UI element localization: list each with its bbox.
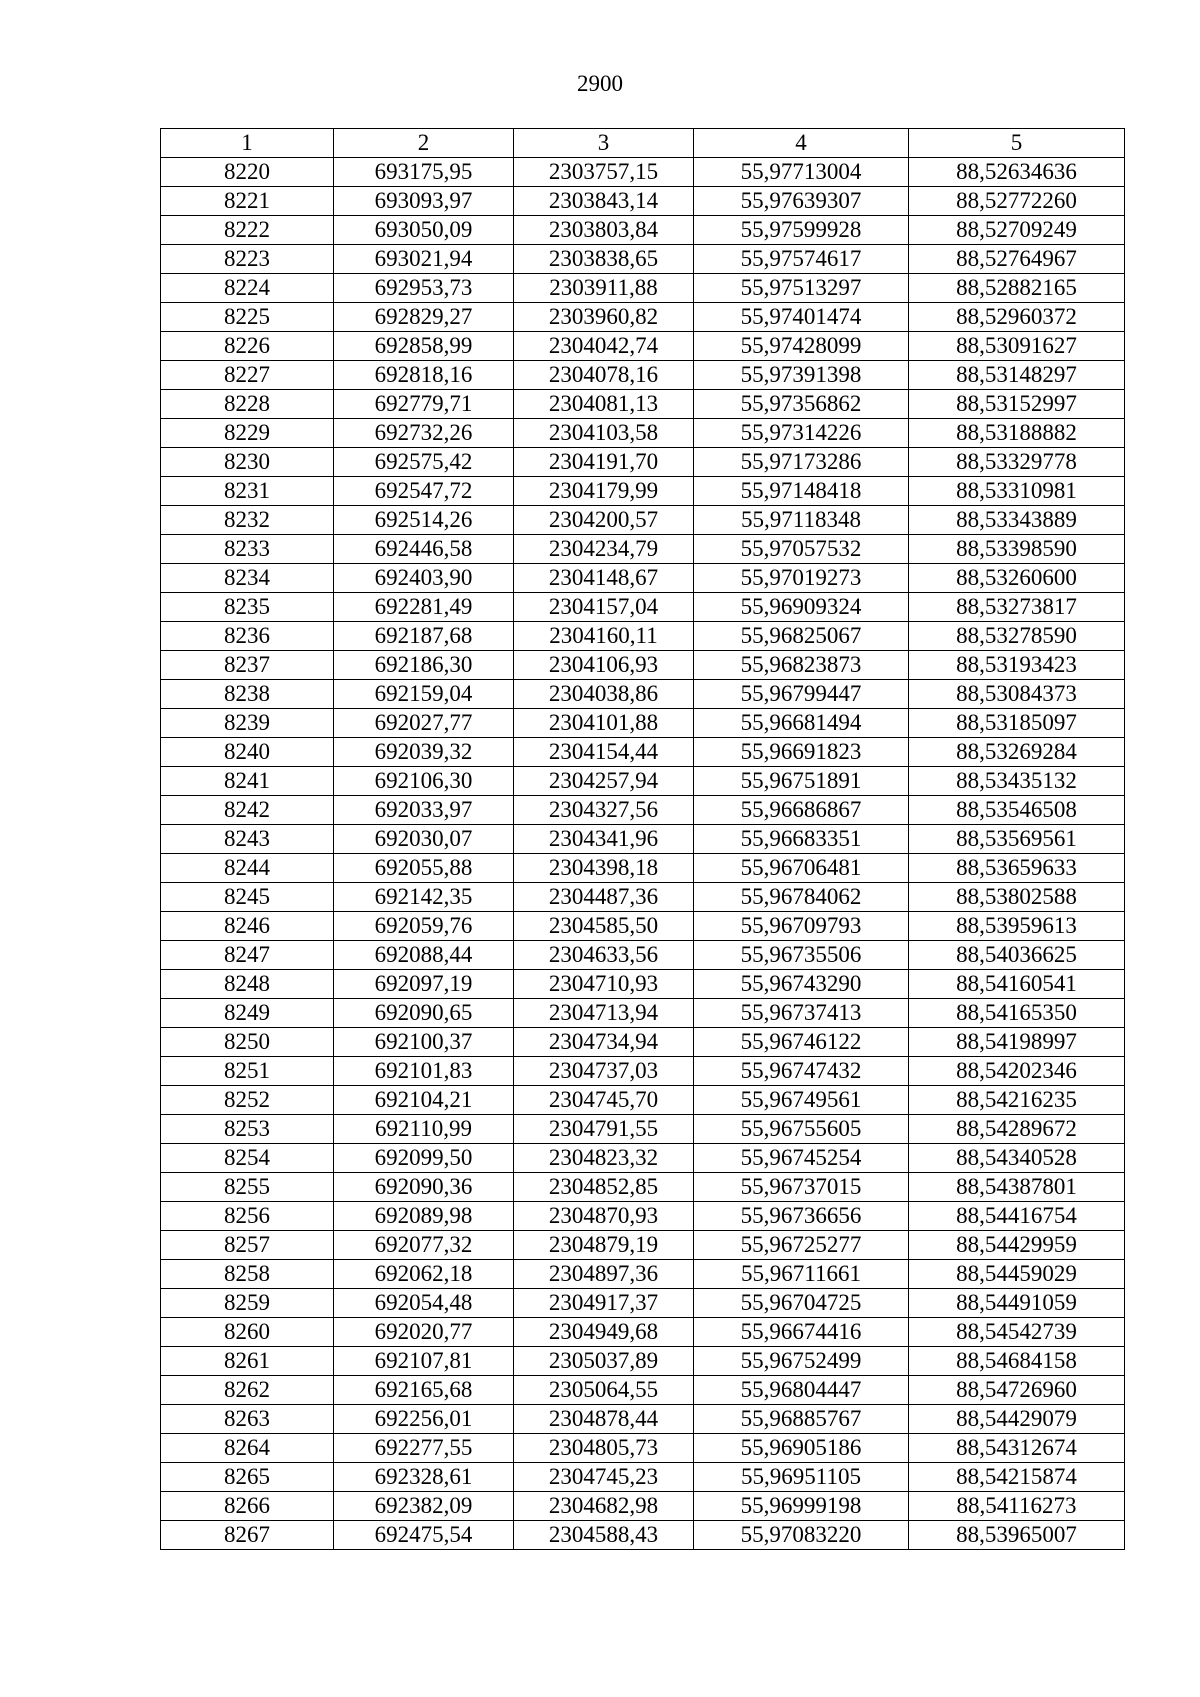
x-coordinate-cell: 692165,68 xyxy=(334,1376,514,1405)
table-row xyxy=(161,1231,1125,1260)
point-number-cell: 8236 xyxy=(161,622,334,651)
x-coordinate-cell: 692858,99 xyxy=(334,332,514,361)
table-row xyxy=(161,245,1125,274)
table-row xyxy=(161,1405,1125,1434)
x-coordinate-cell: 692033,97 xyxy=(334,796,514,825)
x-coordinate-cell: 692088,44 xyxy=(334,941,514,970)
latitude-cell: 55,96755605 xyxy=(694,1115,909,1144)
longitude-cell: 88,54387801 xyxy=(909,1173,1125,1202)
longitude-cell: 88,53273817 xyxy=(909,593,1125,622)
table-row xyxy=(161,303,1125,332)
latitude-cell: 55,97713004 xyxy=(694,158,909,187)
x-coordinate-cell: 692104,21 xyxy=(334,1086,514,1115)
latitude-cell: 55,97401474 xyxy=(694,303,909,332)
point-number-cell: 8258 xyxy=(161,1260,334,1289)
y-coordinate-cell: 2304682,98 xyxy=(514,1492,694,1521)
latitude-cell: 55,97428099 xyxy=(694,332,909,361)
y-coordinate-cell: 2304341,96 xyxy=(514,825,694,854)
table-row xyxy=(161,941,1125,970)
latitude-cell: 55,96737413 xyxy=(694,999,909,1028)
table-row xyxy=(161,1463,1125,1492)
x-coordinate-cell: 692062,18 xyxy=(334,1260,514,1289)
y-coordinate-cell: 2303838,65 xyxy=(514,245,694,274)
y-coordinate-cell: 2304791,55 xyxy=(514,1115,694,1144)
x-coordinate-cell: 692475,54 xyxy=(334,1521,514,1550)
y-coordinate-cell: 2304398,18 xyxy=(514,854,694,883)
latitude-cell: 55,96686867 xyxy=(694,796,909,825)
longitude-cell: 88,53569561 xyxy=(909,825,1125,854)
longitude-cell: 88,54491059 xyxy=(909,1289,1125,1318)
latitude-cell: 55,97148418 xyxy=(694,477,909,506)
y-coordinate-cell: 2304805,73 xyxy=(514,1434,694,1463)
x-coordinate-cell: 692107,81 xyxy=(334,1347,514,1376)
x-coordinate-cell: 692187,68 xyxy=(334,622,514,651)
longitude-cell: 88,52772260 xyxy=(909,187,1125,216)
y-coordinate-cell: 2304234,79 xyxy=(514,535,694,564)
y-coordinate-cell: 2304870,93 xyxy=(514,1202,694,1231)
longitude-cell: 88,53278590 xyxy=(909,622,1125,651)
longitude-cell: 88,54684158 xyxy=(909,1347,1125,1376)
point-number-cell: 8241 xyxy=(161,767,334,796)
table-row xyxy=(161,477,1125,506)
table-row xyxy=(161,1289,1125,1318)
y-coordinate-cell: 2304148,67 xyxy=(514,564,694,593)
y-coordinate-cell: 2303911,88 xyxy=(514,274,694,303)
longitude-cell: 88,53329778 xyxy=(909,448,1125,477)
x-coordinate-cell: 692099,50 xyxy=(334,1144,514,1173)
x-coordinate-cell: 692779,71 xyxy=(334,390,514,419)
longitude-cell: 88,54340528 xyxy=(909,1144,1125,1173)
point-number-cell: 8257 xyxy=(161,1231,334,1260)
longitude-cell: 88,54429079 xyxy=(909,1405,1125,1434)
point-number-cell: 8239 xyxy=(161,709,334,738)
y-coordinate-cell: 2304710,93 xyxy=(514,970,694,999)
table-row xyxy=(161,1202,1125,1231)
point-number-cell: 8226 xyxy=(161,332,334,361)
point-number-cell: 8238 xyxy=(161,680,334,709)
y-coordinate-cell: 2304487,36 xyxy=(514,883,694,912)
x-coordinate-cell: 692186,30 xyxy=(334,651,514,680)
point-number-cell: 8250 xyxy=(161,1028,334,1057)
y-coordinate-cell: 2304949,68 xyxy=(514,1318,694,1347)
latitude-cell: 55,96709793 xyxy=(694,912,909,941)
y-coordinate-cell: 2304042,74 xyxy=(514,332,694,361)
table-row xyxy=(161,854,1125,883)
latitude-cell: 55,97314226 xyxy=(694,419,909,448)
x-coordinate-cell: 693050,09 xyxy=(334,216,514,245)
y-coordinate-cell: 2304191,70 xyxy=(514,448,694,477)
longitude-cell: 88,53310981 xyxy=(909,477,1125,506)
column-header-4: 4 xyxy=(694,129,909,158)
latitude-cell: 55,96747432 xyxy=(694,1057,909,1086)
x-coordinate-cell: 692054,48 xyxy=(334,1289,514,1318)
latitude-cell: 55,96711661 xyxy=(694,1260,909,1289)
table-row xyxy=(161,158,1125,187)
y-coordinate-cell: 2304103,58 xyxy=(514,419,694,448)
longitude-cell: 88,52764967 xyxy=(909,245,1125,274)
latitude-cell: 55,97639307 xyxy=(694,187,909,216)
latitude-cell: 55,97513297 xyxy=(694,274,909,303)
latitude-cell: 55,97599928 xyxy=(694,216,909,245)
x-coordinate-cell: 692547,72 xyxy=(334,477,514,506)
y-coordinate-cell: 2304878,44 xyxy=(514,1405,694,1434)
longitude-cell: 88,53965007 xyxy=(909,1521,1125,1550)
y-coordinate-cell: 2304154,44 xyxy=(514,738,694,767)
coordinates-table xyxy=(160,128,1125,1550)
table-row xyxy=(161,883,1125,912)
x-coordinate-cell: 692281,49 xyxy=(334,593,514,622)
table-row xyxy=(161,912,1125,941)
point-number-cell: 8233 xyxy=(161,535,334,564)
point-number-cell: 8228 xyxy=(161,390,334,419)
point-number-cell: 8221 xyxy=(161,187,334,216)
y-coordinate-cell: 2304879,19 xyxy=(514,1231,694,1260)
point-number-cell: 8244 xyxy=(161,854,334,883)
latitude-cell: 55,96743290 xyxy=(694,970,909,999)
latitude-cell: 55,96823873 xyxy=(694,651,909,680)
column-header-2: 2 xyxy=(334,129,514,158)
longitude-cell: 88,52709249 xyxy=(909,216,1125,245)
y-coordinate-cell: 2304585,50 xyxy=(514,912,694,941)
point-number-cell: 8267 xyxy=(161,1521,334,1550)
longitude-cell: 88,53343889 xyxy=(909,506,1125,535)
y-coordinate-cell: 2304745,70 xyxy=(514,1086,694,1115)
longitude-cell: 88,52960372 xyxy=(909,303,1125,332)
point-number-cell: 8249 xyxy=(161,999,334,1028)
latitude-cell: 55,96681494 xyxy=(694,709,909,738)
column-header-3: 3 xyxy=(514,129,694,158)
table-row xyxy=(161,216,1125,245)
x-coordinate-cell: 692077,32 xyxy=(334,1231,514,1260)
column-header-5: 5 xyxy=(909,129,1125,158)
x-coordinate-cell: 693021,94 xyxy=(334,245,514,274)
longitude-cell: 88,54198997 xyxy=(909,1028,1125,1057)
table-body xyxy=(161,158,1125,1550)
table-row xyxy=(161,1347,1125,1376)
table-row xyxy=(161,1115,1125,1144)
table-row xyxy=(161,1376,1125,1405)
y-coordinate-cell: 2304588,43 xyxy=(514,1521,694,1550)
x-coordinate-cell: 692142,35 xyxy=(334,883,514,912)
table-row xyxy=(161,999,1125,1028)
y-coordinate-cell: 2304179,99 xyxy=(514,477,694,506)
table-row xyxy=(161,680,1125,709)
table-header xyxy=(161,129,1125,158)
latitude-cell: 55,96683351 xyxy=(694,825,909,854)
point-number-cell: 8264 xyxy=(161,1434,334,1463)
x-coordinate-cell: 692829,27 xyxy=(334,303,514,332)
y-coordinate-cell: 2304713,94 xyxy=(514,999,694,1028)
y-coordinate-cell: 2304160,11 xyxy=(514,622,694,651)
point-number-cell: 8263 xyxy=(161,1405,334,1434)
latitude-cell: 55,96885767 xyxy=(694,1405,909,1434)
latitude-cell: 55,96725277 xyxy=(694,1231,909,1260)
table-row xyxy=(161,361,1125,390)
point-number-cell: 8262 xyxy=(161,1376,334,1405)
longitude-cell: 88,54116273 xyxy=(909,1492,1125,1521)
point-number-cell: 8245 xyxy=(161,883,334,912)
point-number-cell: 8248 xyxy=(161,970,334,999)
latitude-cell: 55,96751891 xyxy=(694,767,909,796)
latitude-cell: 55,96706481 xyxy=(694,854,909,883)
longitude-cell: 88,54160541 xyxy=(909,970,1125,999)
table-row xyxy=(161,738,1125,767)
table-row xyxy=(161,796,1125,825)
table-row xyxy=(161,767,1125,796)
longitude-cell: 88,54216235 xyxy=(909,1086,1125,1115)
longitude-cell: 88,54036625 xyxy=(909,941,1125,970)
y-coordinate-cell: 2304823,32 xyxy=(514,1144,694,1173)
table-row xyxy=(161,448,1125,477)
x-coordinate-cell: 692256,01 xyxy=(334,1405,514,1434)
longitude-cell: 88,53659633 xyxy=(909,854,1125,883)
latitude-cell: 55,96951105 xyxy=(694,1463,909,1492)
table-row xyxy=(161,535,1125,564)
table-row xyxy=(161,1144,1125,1173)
y-coordinate-cell: 2304257,94 xyxy=(514,767,694,796)
point-number-cell: 8230 xyxy=(161,448,334,477)
y-coordinate-cell: 2304101,88 xyxy=(514,709,694,738)
latitude-cell: 55,97574617 xyxy=(694,245,909,274)
latitude-cell: 55,97057532 xyxy=(694,535,909,564)
longitude-cell: 88,53802588 xyxy=(909,883,1125,912)
point-number-cell: 8229 xyxy=(161,419,334,448)
y-coordinate-cell: 2304157,04 xyxy=(514,593,694,622)
longitude-cell: 88,53188882 xyxy=(909,419,1125,448)
y-coordinate-cell: 2304897,36 xyxy=(514,1260,694,1289)
latitude-cell: 55,96999198 xyxy=(694,1492,909,1521)
point-number-cell: 8247 xyxy=(161,941,334,970)
y-coordinate-cell: 2304081,13 xyxy=(514,390,694,419)
x-coordinate-cell: 692090,65 xyxy=(334,999,514,1028)
x-coordinate-cell: 692382,09 xyxy=(334,1492,514,1521)
latitude-cell: 55,96804447 xyxy=(694,1376,909,1405)
table-row xyxy=(161,825,1125,854)
y-coordinate-cell: 2304734,94 xyxy=(514,1028,694,1057)
longitude-cell: 88,54289672 xyxy=(909,1115,1125,1144)
latitude-cell: 55,96752499 xyxy=(694,1347,909,1376)
x-coordinate-cell: 692446,58 xyxy=(334,535,514,564)
x-coordinate-cell: 692059,76 xyxy=(334,912,514,941)
x-coordinate-cell: 692090,36 xyxy=(334,1173,514,1202)
y-coordinate-cell: 2304737,03 xyxy=(514,1057,694,1086)
point-number-cell: 8227 xyxy=(161,361,334,390)
longitude-cell: 88,53193423 xyxy=(909,651,1125,680)
latitude-cell: 55,96735506 xyxy=(694,941,909,970)
table-row xyxy=(161,187,1125,216)
x-coordinate-cell: 693093,97 xyxy=(334,187,514,216)
point-number-cell: 8237 xyxy=(161,651,334,680)
y-coordinate-cell: 2304200,57 xyxy=(514,506,694,535)
latitude-cell: 55,97019273 xyxy=(694,564,909,593)
point-number-cell: 8246 xyxy=(161,912,334,941)
point-number-cell: 8231 xyxy=(161,477,334,506)
longitude-cell: 88,52882165 xyxy=(909,274,1125,303)
x-coordinate-cell: 692106,30 xyxy=(334,767,514,796)
point-number-cell: 8240 xyxy=(161,738,334,767)
point-number-cell: 8252 xyxy=(161,1086,334,1115)
point-number-cell: 8224 xyxy=(161,274,334,303)
longitude-cell: 88,53148297 xyxy=(909,361,1125,390)
latitude-cell: 55,96799447 xyxy=(694,680,909,709)
y-coordinate-cell: 2305037,89 xyxy=(514,1347,694,1376)
longitude-cell: 88,54215874 xyxy=(909,1463,1125,1492)
point-number-cell: 8259 xyxy=(161,1289,334,1318)
table-row xyxy=(161,593,1125,622)
x-coordinate-cell: 692027,77 xyxy=(334,709,514,738)
point-number-cell: 8260 xyxy=(161,1318,334,1347)
latitude-cell: 55,96745254 xyxy=(694,1144,909,1173)
latitude-cell: 55,96737015 xyxy=(694,1173,909,1202)
longitude-cell: 88,53546508 xyxy=(909,796,1125,825)
x-coordinate-cell: 692403,90 xyxy=(334,564,514,593)
table-row xyxy=(161,651,1125,680)
latitude-cell: 55,96704725 xyxy=(694,1289,909,1318)
point-number-cell: 8242 xyxy=(161,796,334,825)
x-coordinate-cell: 692020,77 xyxy=(334,1318,514,1347)
header-row xyxy=(161,129,1125,158)
table-row xyxy=(161,506,1125,535)
table-row xyxy=(161,622,1125,651)
latitude-cell: 55,96674416 xyxy=(694,1318,909,1347)
table-row xyxy=(161,332,1125,361)
longitude-cell: 88,54542739 xyxy=(909,1318,1125,1347)
table-row xyxy=(161,1173,1125,1202)
table-row xyxy=(161,1028,1125,1057)
point-number-cell: 8232 xyxy=(161,506,334,535)
point-number-cell: 8255 xyxy=(161,1173,334,1202)
table-row xyxy=(161,1057,1125,1086)
x-coordinate-cell: 692277,55 xyxy=(334,1434,514,1463)
longitude-cell: 88,54459029 xyxy=(909,1260,1125,1289)
table-row xyxy=(161,1086,1125,1115)
table-row xyxy=(161,970,1125,999)
point-number-cell: 8222 xyxy=(161,216,334,245)
table-row xyxy=(161,1260,1125,1289)
latitude-cell: 55,97118348 xyxy=(694,506,909,535)
point-number-cell: 8265 xyxy=(161,1463,334,1492)
point-number-cell: 8220 xyxy=(161,158,334,187)
longitude-cell: 88,53091627 xyxy=(909,332,1125,361)
y-coordinate-cell: 2304038,86 xyxy=(514,680,694,709)
y-coordinate-cell: 2303757,15 xyxy=(514,158,694,187)
x-coordinate-cell: 692055,88 xyxy=(334,854,514,883)
y-coordinate-cell: 2305064,55 xyxy=(514,1376,694,1405)
y-coordinate-cell: 2303843,14 xyxy=(514,187,694,216)
table-row xyxy=(161,274,1125,303)
y-coordinate-cell: 2304106,93 xyxy=(514,651,694,680)
point-number-cell: 8266 xyxy=(161,1492,334,1521)
longitude-cell: 88,54726960 xyxy=(909,1376,1125,1405)
table-row xyxy=(161,1434,1125,1463)
point-number-cell: 8251 xyxy=(161,1057,334,1086)
x-coordinate-cell: 693175,95 xyxy=(334,158,514,187)
latitude-cell: 55,96691823 xyxy=(694,738,909,767)
x-coordinate-cell: 692953,73 xyxy=(334,274,514,303)
longitude-cell: 88,53084373 xyxy=(909,680,1125,709)
longitude-cell: 88,53435132 xyxy=(909,767,1125,796)
y-coordinate-cell: 2303803,84 xyxy=(514,216,694,245)
y-coordinate-cell: 2304745,23 xyxy=(514,1463,694,1492)
x-coordinate-cell: 692100,37 xyxy=(334,1028,514,1057)
column-header-1: 1 xyxy=(161,129,334,158)
table-row xyxy=(161,1492,1125,1521)
latitude-cell: 55,96749561 xyxy=(694,1086,909,1115)
latitude-cell: 55,96825067 xyxy=(694,622,909,651)
x-coordinate-cell: 692514,26 xyxy=(334,506,514,535)
y-coordinate-cell: 2304327,56 xyxy=(514,796,694,825)
latitude-cell: 55,97356862 xyxy=(694,390,909,419)
table-row xyxy=(161,1318,1125,1347)
y-coordinate-cell: 2304078,16 xyxy=(514,361,694,390)
latitude-cell: 55,97083220 xyxy=(694,1521,909,1550)
latitude-cell: 55,96905186 xyxy=(694,1434,909,1463)
y-coordinate-cell: 2304917,37 xyxy=(514,1289,694,1318)
longitude-cell: 88,52634636 xyxy=(909,158,1125,187)
point-number-cell: 8225 xyxy=(161,303,334,332)
x-coordinate-cell: 692097,19 xyxy=(334,970,514,999)
longitude-cell: 88,54165350 xyxy=(909,999,1125,1028)
longitude-cell: 88,53959613 xyxy=(909,912,1125,941)
longitude-cell: 88,53185097 xyxy=(909,709,1125,738)
longitude-cell: 88,53152997 xyxy=(909,390,1125,419)
x-coordinate-cell: 692159,04 xyxy=(334,680,514,709)
x-coordinate-cell: 692328,61 xyxy=(334,1463,514,1492)
latitude-cell: 55,97391398 xyxy=(694,361,909,390)
table-row xyxy=(161,1521,1125,1550)
longitude-cell: 88,54429959 xyxy=(909,1231,1125,1260)
y-coordinate-cell: 2303960,82 xyxy=(514,303,694,332)
point-number-cell: 8234 xyxy=(161,564,334,593)
point-number-cell: 8223 xyxy=(161,245,334,274)
x-coordinate-cell: 692575,42 xyxy=(334,448,514,477)
point-number-cell: 8254 xyxy=(161,1144,334,1173)
point-number-cell: 8243 xyxy=(161,825,334,854)
y-coordinate-cell: 2304852,85 xyxy=(514,1173,694,1202)
x-coordinate-cell: 692818,16 xyxy=(334,361,514,390)
x-coordinate-cell: 692101,83 xyxy=(334,1057,514,1086)
page-number: 2900 xyxy=(577,71,623,96)
latitude-cell: 55,96909324 xyxy=(694,593,909,622)
point-number-cell: 8256 xyxy=(161,1202,334,1231)
point-number-cell: 8253 xyxy=(161,1115,334,1144)
latitude-cell: 55,97173286 xyxy=(694,448,909,477)
x-coordinate-cell: 692110,99 xyxy=(334,1115,514,1144)
longitude-cell: 88,54312674 xyxy=(909,1434,1125,1463)
table-row xyxy=(161,419,1125,448)
table-row xyxy=(161,564,1125,593)
point-number-cell: 8235 xyxy=(161,593,334,622)
latitude-cell: 55,96746122 xyxy=(694,1028,909,1057)
longitude-cell: 88,53398590 xyxy=(909,535,1125,564)
x-coordinate-cell: 692030,07 xyxy=(334,825,514,854)
x-coordinate-cell: 692039,32 xyxy=(334,738,514,767)
y-coordinate-cell: 2304633,56 xyxy=(514,941,694,970)
x-coordinate-cell: 692089,98 xyxy=(334,1202,514,1231)
longitude-cell: 88,53269284 xyxy=(909,738,1125,767)
x-coordinate-cell: 692732,26 xyxy=(334,419,514,448)
point-number-cell: 8261 xyxy=(161,1347,334,1376)
table-row xyxy=(161,390,1125,419)
latitude-cell: 55,96784062 xyxy=(694,883,909,912)
longitude-cell: 88,54202346 xyxy=(909,1057,1125,1086)
longitude-cell: 88,54416754 xyxy=(909,1202,1125,1231)
latitude-cell: 55,96736656 xyxy=(694,1202,909,1231)
table-row xyxy=(161,709,1125,738)
longitude-cell: 88,53260600 xyxy=(909,564,1125,593)
